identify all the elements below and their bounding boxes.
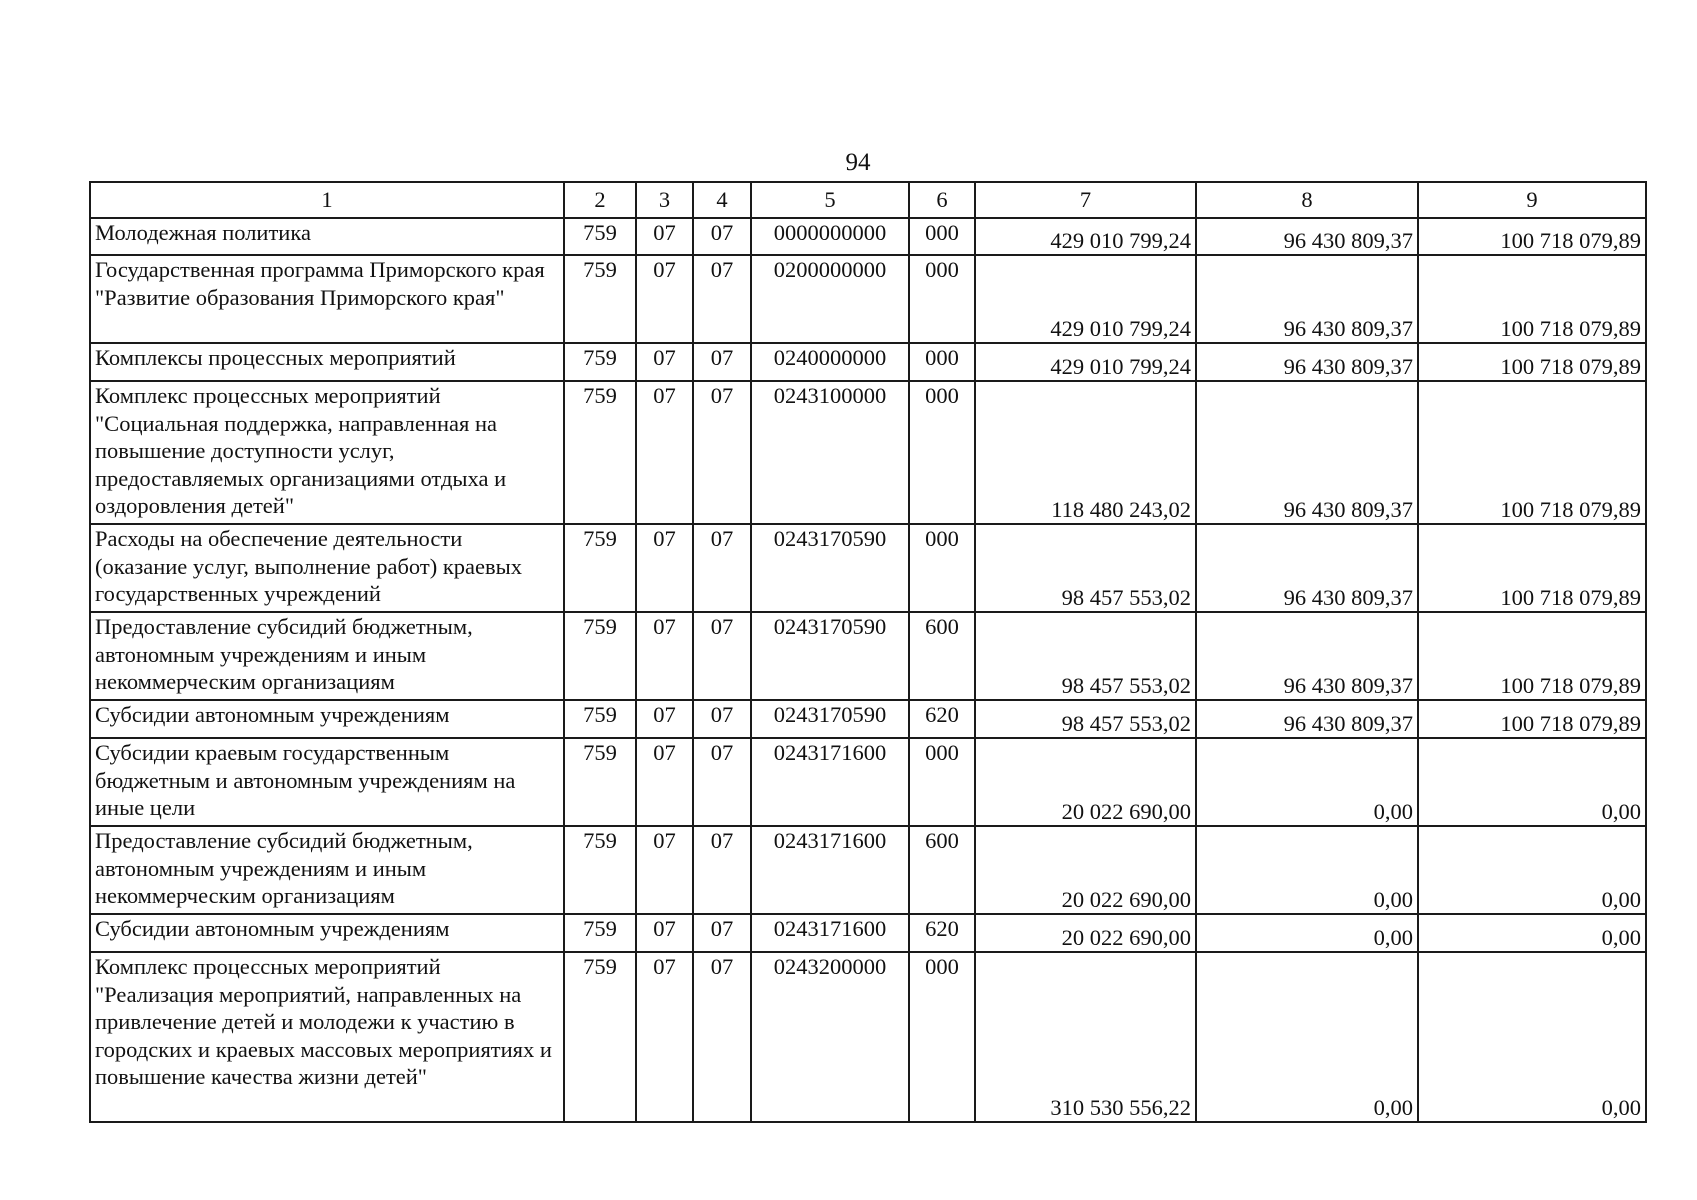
amount-col7-cell: 98 457 553,02 <box>975 700 1196 738</box>
amount-col9-cell: 0,00 <box>1418 914 1646 952</box>
amount-col9-cell: 100 718 079,89 <box>1418 612 1646 700</box>
amount-col7-cell: 20 022 690,00 <box>975 826 1196 914</box>
section-cell: 07 <box>636 343 693 381</box>
expense-type-cell: 600 <box>909 612 975 700</box>
row-name-cell: Комплекс процессных мероприятий "Реализация мероприятий, направленных на привлечение детей и молодежи к участию в городских и краевых массовых мероприятиях и повышение качества жизни детей" <box>90 952 564 1122</box>
target-article-cell: 0243170590 <box>751 700 909 738</box>
amount-col7-cell: 310 530 556,22 <box>975 952 1196 1122</box>
amount-col7-cell: 98 457 553,02 <box>975 524 1196 612</box>
target-article-cell: 0243100000 <box>751 381 909 524</box>
amount-col8-cell: 0,00 <box>1196 952 1418 1122</box>
grbs-cell: 759 <box>564 738 636 826</box>
expense-type-cell: 000 <box>909 343 975 381</box>
amount-col8-cell: 0,00 <box>1196 738 1418 826</box>
amount-col7-cell: 429 010 799,24 <box>975 218 1196 255</box>
target-article-cell: 0200000000 <box>751 255 909 343</box>
table-row <box>90 218 1646 255</box>
amount-col7-cell: 118 480 243,02 <box>975 381 1196 524</box>
table-row <box>90 952 1646 1122</box>
subsection-cell: 07 <box>693 343 751 381</box>
section-cell: 07 <box>636 700 693 738</box>
row-name-cell: Государственная программа Приморского края "Развитие образования Приморского края" <box>90 255 564 343</box>
amount-col8-cell: 96 430 809,37 <box>1196 612 1418 700</box>
grbs-cell: 759 <box>564 952 636 1122</box>
amount-col8-cell: 96 430 809,37 <box>1196 343 1418 381</box>
page-number: 94 <box>845 149 871 176</box>
expense-type-cell: 000 <box>909 218 975 255</box>
target-article-cell: 0240000000 <box>751 343 909 381</box>
subsection-cell: 07 <box>693 255 751 343</box>
amount-col8-cell: 0,00 <box>1196 914 1418 952</box>
row-name-cell: Комплексы процессных мероприятий <box>90 343 564 381</box>
target-article-cell: 0243171600 <box>751 738 909 826</box>
header-cell: 5 <box>751 182 909 218</box>
amount-col9-cell: 100 718 079,89 <box>1418 381 1646 524</box>
amount-col8-cell: 0,00 <box>1196 826 1418 914</box>
subsection-cell: 07 <box>693 381 751 524</box>
header-cell: 4 <box>693 182 751 218</box>
grbs-cell: 759 <box>564 255 636 343</box>
amount-col7-cell: 20 022 690,00 <box>975 738 1196 826</box>
header-cell: 1 <box>90 182 564 218</box>
expense-type-cell: 620 <box>909 700 975 738</box>
table-row <box>90 255 1646 343</box>
expense-type-cell: 000 <box>909 738 975 826</box>
row-name-cell: Молодежная политика <box>90 218 564 255</box>
target-article-cell: 0243171600 <box>751 914 909 952</box>
amount-col8-cell: 96 430 809,37 <box>1196 700 1418 738</box>
table-row <box>90 738 1646 826</box>
section-cell: 07 <box>636 914 693 952</box>
amount-col8-cell: 96 430 809,37 <box>1196 524 1418 612</box>
table-row <box>90 343 1646 381</box>
target-article-cell: 0000000000 <box>751 218 909 255</box>
subsection-cell: 07 <box>693 524 751 612</box>
amount-col8-cell: 96 430 809,37 <box>1196 381 1418 524</box>
header-cell: 9 <box>1418 182 1646 218</box>
row-name-cell: Предоставление субсидий бюджетным, автономным учреждениям и иным некоммерческим организациям <box>90 826 564 914</box>
amount-col9-cell: 0,00 <box>1418 952 1646 1122</box>
grbs-cell: 759 <box>564 700 636 738</box>
table-row <box>90 914 1646 952</box>
section-cell: 07 <box>636 952 693 1122</box>
amount-col7-cell: 429 010 799,24 <box>975 255 1196 343</box>
grbs-cell: 759 <box>564 381 636 524</box>
row-name-cell: Субсидии краевым государственным бюджетным и автономным учреждениям на иные цели <box>90 738 564 826</box>
grbs-cell: 759 <box>564 524 636 612</box>
subsection-cell: 07 <box>693 952 751 1122</box>
section-cell: 07 <box>636 612 693 700</box>
row-name-cell: Субсидии автономным учреждениям <box>90 700 564 738</box>
subsection-cell: 07 <box>693 826 751 914</box>
grbs-cell: 759 <box>564 218 636 255</box>
header-cell: 8 <box>1196 182 1418 218</box>
amount-col9-cell: 100 718 079,89 <box>1418 218 1646 255</box>
grbs-cell: 759 <box>564 914 636 952</box>
amount-col7-cell: 20 022 690,00 <box>975 914 1196 952</box>
row-name-cell: Расходы на обеспечение деятельности (оказание услуг, выполнение работ) краевых государственных учреждений <box>90 524 564 612</box>
grbs-cell: 759 <box>564 343 636 381</box>
amount-col7-cell: 98 457 553,02 <box>975 612 1196 700</box>
header-cell: 6 <box>909 182 975 218</box>
expense-type-cell: 620 <box>909 914 975 952</box>
table-row <box>90 381 1646 524</box>
amount-col9-cell: 100 718 079,89 <box>1418 255 1646 343</box>
table-row <box>90 700 1646 738</box>
section-cell: 07 <box>636 738 693 826</box>
table-row <box>90 826 1646 914</box>
target-article-cell: 0243170590 <box>751 524 909 612</box>
table-row <box>90 524 1646 612</box>
amount-col8-cell: 96 430 809,37 <box>1196 255 1418 343</box>
row-name-cell: Субсидии автономным учреждениям <box>90 914 564 952</box>
subsection-cell: 07 <box>693 914 751 952</box>
amount-col7-cell: 429 010 799,24 <box>975 343 1196 381</box>
row-name-cell: Комплекс процессных мероприятий "Социальная поддержка, направленная на повышение доступности услуг, предоставляемых организациями отдыха и оздоровления детей" <box>90 381 564 524</box>
subsection-cell: 07 <box>693 738 751 826</box>
budget-table <box>89 181 1647 1123</box>
amount-col9-cell: 100 718 079,89 <box>1418 343 1646 381</box>
subsection-cell: 07 <box>693 218 751 255</box>
section-cell: 07 <box>636 524 693 612</box>
section-cell: 07 <box>636 381 693 524</box>
amount-col9-cell: 100 718 079,89 <box>1418 524 1646 612</box>
subsection-cell: 07 <box>693 612 751 700</box>
header-cell: 2 <box>564 182 636 218</box>
grbs-cell: 759 <box>564 612 636 700</box>
amount-col9-cell: 0,00 <box>1418 826 1646 914</box>
grbs-cell: 759 <box>564 826 636 914</box>
row-name-cell: Предоставление субсидий бюджетным, автономным учреждениям и иным некоммерческим организациям <box>90 612 564 700</box>
amount-col8-cell: 96 430 809,37 <box>1196 218 1418 255</box>
amount-col9-cell: 0,00 <box>1418 738 1646 826</box>
section-cell: 07 <box>636 255 693 343</box>
expense-type-cell: 000 <box>909 524 975 612</box>
subsection-cell: 07 <box>693 700 751 738</box>
expense-type-cell: 600 <box>909 826 975 914</box>
target-article-cell: 0243200000 <box>751 952 909 1122</box>
expense-type-cell: 000 <box>909 952 975 1122</box>
header-cell: 7 <box>975 182 1196 218</box>
section-cell: 07 <box>636 826 693 914</box>
target-article-cell: 0243170590 <box>751 612 909 700</box>
amount-col9-cell: 100 718 079,89 <box>1418 700 1646 738</box>
target-article-cell: 0243171600 <box>751 826 909 914</box>
header-row <box>90 182 1646 218</box>
expense-type-cell: 000 <box>909 381 975 524</box>
table-row <box>90 612 1646 700</box>
header-cell: 3 <box>636 182 693 218</box>
expense-type-cell: 000 <box>909 255 975 343</box>
section-cell: 07 <box>636 218 693 255</box>
